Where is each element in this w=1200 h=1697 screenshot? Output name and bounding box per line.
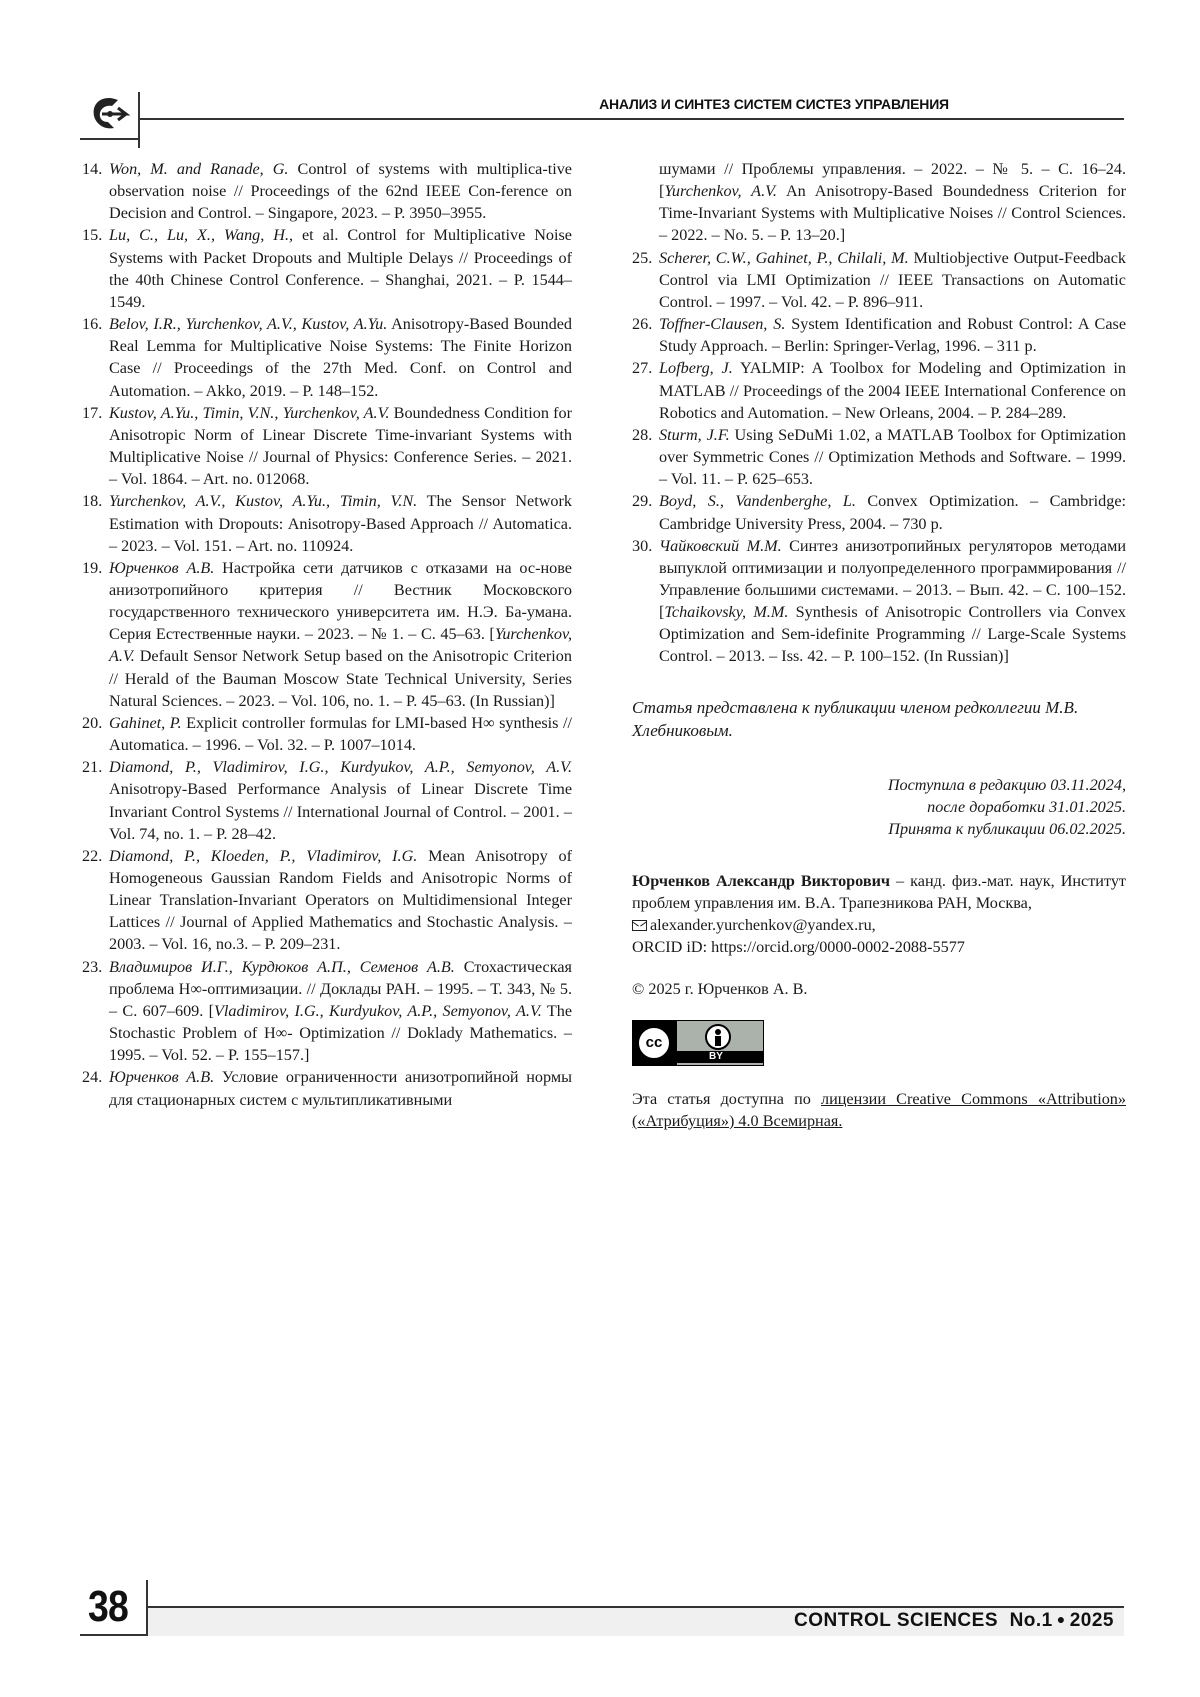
reference-text: Boundedness Condition for Anisotropic Norm of Linear Discrete Time-invariant Systems with Multiplicative Noise // Journal of Physics: Conference Series. – 2021. – Vol. 1864. – Art. no. 012068. [109, 403, 572, 489]
reference-text: Convex Optimization. – Cambridge: Cambridge University Press, 2004. – 730 p. [659, 492, 1126, 533]
reference-text: Синтез анизотропийных регуляторов методами выпуклой оптимизации и полуопределенного программирования // Управление большими системами. – 2013. – Вып. 42. – С. 100–152. [ [659, 536, 1126, 622]
author-details: – канд. физ.-мат. наук, Институт проблем управления им. В.А. Трапезникова РАН, Москва, [632, 871, 1127, 912]
reference-number: 22. [82, 846, 103, 865]
section-title: АНАЛИЗ И СИНТЕЗ СИСТЕМ СИСТЕЗ УПРАВЛЕНИЯ [599, 96, 949, 112]
reference-item [632, 490, 1126, 534]
reference-number: 18. [82, 492, 103, 511]
by-label: BY [709, 1050, 723, 1062]
header-bottom-rule [80, 138, 140, 140]
reference-item [82, 402, 572, 491]
reference-number: 20. [82, 713, 103, 732]
reference-number: 17. [82, 403, 103, 422]
footer-bottom-rule [80, 1634, 148, 1636]
reference-number: 25. [632, 248, 653, 267]
running-header [80, 86, 1124, 142]
reference-number: 27. [632, 359, 653, 378]
reference-text: Настройка сети датчиков с отказами на ос-нове анизотропийного критерия // Вестник Московского государственного технического университета им. Н.Э. Ба-умана. Серия Естественные науки. – 2023. – № 1. – С. 45–63. [ [109, 558, 572, 644]
copyright-notice: © 2025 г. Юрченков А. В. [632, 979, 808, 998]
reference-list-right [632, 247, 1126, 668]
reference-number: 28. [632, 425, 653, 444]
reference-number: 16. [82, 315, 103, 334]
reference-item [82, 158, 572, 224]
reference-text: Anisotropy-Based Bounded Real Lemma for Multiplicative Noise Systems: The Finite Horizon Case // Proceedings of the 27th Med. Conf. on Control and Automation. – Akko, 2019. – P. 148–152. [109, 315, 572, 400]
reference-item [82, 490, 572, 556]
reference-authors-translit: Tchaikovsky, M.M. [664, 603, 789, 622]
reference-authors: Gahinet, P. [109, 713, 182, 732]
reference-authors: Kustov, A.Yu., Timin, V.N., Yurchenkov, A.V. [109, 403, 390, 422]
reference-number: 30. [632, 536, 653, 555]
reference-number: 21. [82, 758, 103, 777]
reference-item [82, 712, 572, 756]
reference-text: et al. Control for Multiplicative Noise Systems with Packet Dropouts and Multiple Delays // Proceedings of the 40th Chinese Control Conference. – Shanghai, 2021. – P. 1544–1549. [109, 226, 572, 311]
received-date: Поступила в редакцию 03.11.2024, [887, 775, 1126, 794]
reference-authors: Scherer, C.W., Gahinet, P., Chilali, M. [659, 248, 909, 267]
cc-logo-icon: cc [636, 1025, 672, 1061]
reference-number: 26. [632, 315, 653, 334]
revised-date: после доработки 31.01.2025. [927, 797, 1126, 816]
reference-text: Using SeDuMi 1.02, a MATLAB Toolbox for Optimization over Symmetric Cones // Optimization Methods and Software. – 1999. – Vol. 11. – P. 625–653. [659, 425, 1126, 489]
reference-text-translit: Default Sensor Network Setup based on the Anisotropic Criterion // Herald of the Bauman Moscow State Technical University, Series Natural Sciences. – 2023. – Vol. 106, no. 1. – P. 45–63. (In Russian)] [109, 647, 572, 710]
reference-authors: Юрченков А.В. [109, 558, 215, 577]
reference-authors-translit: Yurchenkov, A.V. [109, 625, 572, 666]
reference-authors: Belov, I.R., Yurchenkov, A.V., Kustov, A.Yu. [109, 315, 388, 334]
license-link[interactable]: лицензии Creative Commons «Attribution» («Атрибуция») 4.0 Всемирная. [632, 1089, 1126, 1130]
reference-item [632, 247, 1126, 313]
license-prefix: Эта статья доступна по [632, 1089, 822, 1108]
reference-item [632, 357, 1126, 423]
reference-item [82, 557, 572, 712]
reference-item [82, 1066, 572, 1110]
submission-dates [632, 774, 1126, 840]
reference-text: Explicit controller formulas for LMI-based H∞ synthesis // Automatica. – 1996. – Vol. 32. – P. 1007–1014. [109, 713, 573, 755]
license-statement [632, 1088, 1126, 1132]
reference-authors: Toffner-Clausen, S. [659, 315, 786, 334]
reference-item [82, 845, 572, 956]
reference-authors: Yurchenkov, A.V., Kustov, A.Yu., Timin, V.N. [109, 492, 418, 511]
header-horizontal-rule [140, 118, 1124, 120]
reference-item [632, 535, 1126, 668]
reference-text: Multiobjective Output-Feedback Control via LMI Optimization // IEEE Transactions on Automatic Control. – 1997. – Vol. 42. – P. 896–911. [659, 248, 1126, 311]
attribution-person-icon [705, 1024, 731, 1050]
reference-authors: Lu, C., Lu, X., Wang, H., [109, 226, 294, 245]
journal-name: CONTROL SCIENCES [793, 1610, 998, 1631]
editorial-note: Статья представлена к публикации членом редколлегии М.В. Хлебниковым. [632, 697, 1079, 740]
envelope-icon [632, 920, 647, 931]
reference-text: Anisotropy-Based Performance Analysis of Linear Discrete Time Invariant Control Systems // International Journal of Control. – 2001. – Vol. 74, no. 1. – P. 28–42. [109, 780, 572, 843]
reference-number: 29. [632, 492, 653, 511]
reference-authors: Чайковский М.М. [659, 536, 782, 555]
issue-number: No.1 [1009, 1610, 1053, 1631]
reference-item [632, 313, 1126, 357]
reference-text-translit: Synthesis of Anisotropic Controllers via Convex Optimization and Sem-idefinite Programming // Large-Scale Systems Control. – 2013. – Iss. 42. – P. 100–152. (In Russian)] [659, 603, 1126, 666]
reference-number: 15. [82, 226, 103, 245]
reference-authors: Владимиров И.Г., Курдюков А.П., Семенов А.В. [109, 957, 455, 976]
reference-authors: Sturm, J.F. [659, 425, 730, 444]
reference-text-translit: The Stochastic Problem of H∞- Optimization // Doklady Mathematics. – 1995. – Vol. 52. – P. 155–157.] [109, 1001, 573, 1065]
issue-year: 2025 [1069, 1610, 1114, 1631]
right-column [632, 158, 1126, 1132]
reference-text: Mean Anisotropy of Homogeneous Gaussian Random Fields and Anisotropic Norms of Linear Translation-Invariant Operators on Multidimensional Integer Lattices // Journal of Applied Mathematics and Stochastic Analysis. – 2003. – Vol. 16, no.3. – P. 209–231. [109, 846, 572, 954]
reference-authors: Boyd, S., Vandenberghe, L. [659, 492, 856, 511]
reference-item [82, 224, 572, 313]
footer-vertical-rule [146, 1580, 148, 1636]
reference-item [82, 756, 572, 845]
reference-text: Условие ограниченности анизотропийной нормы для стационарных систем с мультипликативными [109, 1068, 572, 1109]
author-name: Юрченков Александр Викторович [632, 871, 891, 890]
footer-horizontal-rule [148, 1606, 1124, 1608]
left-column [82, 158, 572, 1111]
reference-text: The Sensor Network Estimation with Dropouts: Anisotropy-Based Approach // Automatica. – 2023. – Vol. 151. – Art. no. 110924. [109, 492, 572, 555]
journal-footer [794, 1610, 1114, 1632]
reference-number: 24. [82, 1068, 103, 1087]
reference-authors: Diamond, P., Kloeden, P., Vladimirov, I.G. [109, 846, 418, 865]
reference-text: Control of systems with multiplica-tive observation noise // Proceedings of the 62nd IEEE Con-ference on Decision and Control. – Singapore, 2023. – P. 3950–3955. [109, 160, 572, 223]
reference-authors: Lofberg, J. [659, 359, 733, 378]
reference-authors-translit: Vladimirov, I.G., Kurdyukov, A.P., Semyonov, A.V. [214, 1001, 542, 1020]
author-email[interactable]: alexander.yurchenkov@yandex.ru, [650, 915, 876, 934]
author-orcid[interactable]: ORCID iD: https://orcid.org/0000-0002-2088-5577 [632, 937, 965, 956]
reference-authors: Юрченков А.В. [109, 1068, 215, 1087]
page-number: 38 [88, 1582, 128, 1631]
reference-authors: Diamond, P., Vladimirov, I.G., Kurdyukov, A.P., Semyonov, A.V. [109, 758, 572, 777]
reference-text: System Identification and Robust Control: A Case Study Approach. – Berlin: Springer-Verlag, 1996. – 311 p. [659, 315, 1127, 356]
reference-number: 23. [82, 957, 103, 976]
author-info [632, 870, 1126, 958]
reference-number: 19. [82, 558, 103, 577]
reference-number: 14. [82, 160, 103, 178]
creative-commons-badge[interactable] [632, 1020, 764, 1066]
bullet-icon: ● [1056, 1611, 1066, 1627]
reference-item [82, 313, 572, 402]
accepted-date: Принята к публикации 06.02.2025. [888, 819, 1126, 838]
reference-text: Стохастическая проблема H∞-оптимизации. // Доклады РАН. – 1995. – Т. 343, № 5. – С. 607–609. [ [109, 957, 572, 1020]
reference-24-continued: шумами // Проблемы управления. – 2022. – № 5. – С. 16–24. [Yurchenkov, A.V. An Anisotropy-Based Boundedness Criterion for Time-Invariant Systems with Multiplicative Noises // Control Sciences. – 2022. – No. 5. – P. 13–20.] [659, 160, 1126, 245]
journal-logo-icon [88, 94, 130, 134]
reference-item [632, 424, 1126, 490]
reference-text: YALMIP: A Toolbox for Modeling and Optimization in MATLAB // Proceedings of the 2004 IEEE International Conference on Robotics and Automation. – New Orleans, 2004. – P. 284–289. [659, 359, 1126, 422]
reference-list-left [82, 158, 572, 1111]
reference-item [82, 956, 572, 1067]
reference-authors: Won, M. and Ranade, G. [109, 160, 289, 178]
